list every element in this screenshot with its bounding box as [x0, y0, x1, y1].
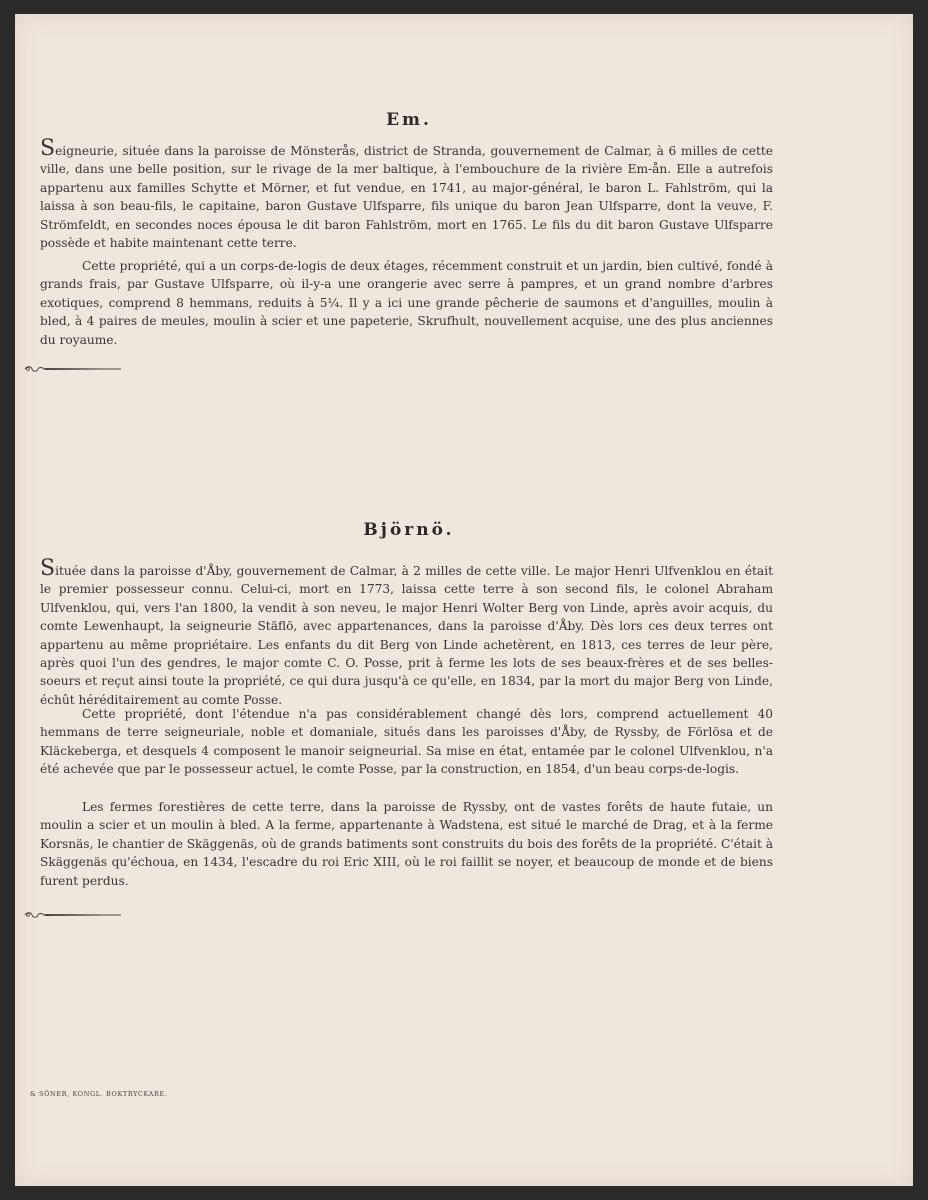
section-em-paragraph-2: Cette propriété, qui a un corps-de-logis de deux étages, récemment construit et un jardin, bien cultivé, fondé à grands frais, par Gustave Ulfsparre, où il-y-a une orangerie avec serre à pampres, et un grand nombre d'arbres exotiques, comprend 8 hemmans, reduits à 5¼. Il y a ici une grande pêcherie de saumons et d'anguilles, moulin à bled, à 4 paires de meules, moulin à scier et une papeterie, Skrufhult, nouvellement acquise, une des plus anciennes du royaume.	[40, 259, 773, 347]
section-bjorno-paragraph-1	[40, 556, 773, 709]
section-bjorno-paragraph-3: Les fermes forestières de cette terre, dans la paroisse de Ryssby, ont de vastes forêts de haute futaie, un moulin a scier et un moulin à bled. A la ferme, appartenante à Wadstena, est situé le marché de Drag, et à la ferme Korsnäs, le chantier de Skäggenäs, où de grands batiments sont construits du bois des forêts de la propriété. C'était à Skäggenäs qu'échoua, en 1434, l'escadre du roi Eric XIII, où le roi faillit se noyer, et beaucoup de monde et de biens furent perdus.	[40, 800, 773, 888]
drop-cap: S	[40, 556, 56, 581]
pen-flourish-icon	[23, 365, 123, 373]
drop-cap: S	[40, 136, 56, 161]
section-bjorno-paragraph-2: Cette propriété, dont l'étendue n'a pas considérablement changé dès lors, comprend actuellement 40 hemmans de terre seigneuriale, noble et domaniale, situés dans les paroisses d'Åby, de Ryssby, de Förlösa et de Kläckeberga, et desquels 4 composent le manoir seigneurial. Sa mise en état, entamée par le colonel Ulfvenklou, n'a été achevée que par le possesseur actuel, le comte Posse, par la construction, en 1854, d'un beau corps-de-logis.	[40, 707, 773, 777]
section-title-em: Em.	[386, 110, 432, 130]
paragraph-text: ituée dans la paroisse d'Åby, gouvernement de Calmar, à 2 milles de cette ville. Le major Henri Ulfvenklou en était le premier possesseur connu. Celui-ci, mort en 1773, laissa cette terre à son second fils, le colonel Abraham Ulfvenklou, qui, vers l'an 1800, la vendit à son neveu, le major Henri Wolter Berg von Linde, après avoir acquis, du comte Lewenhaupt, la seigneurie Stäflö, avec appartenances, dans la paroisse d'Åby. Dès lors ces deux terres ont appartenu au même propriétaire. Les enfants du dit Berg von Linde achetèrent, en 1813, ces terres de leur père, après quoi l'un des gendres, le major comte C. O. Posse, prit à ferme les lots de ses beaux-frères et de ses belles-soeurs et reçut ainsi toute la propriété, ce qui dura jusqu'à ce qu'elle, en 1834, par la mort du major Berg von Linde, échût héréditairement au comte Posse.	[40, 564, 773, 707]
document-page	[15, 14, 913, 1186]
printer-imprint: & SÖNER, KONGL. BOKTRYCKARE.	[30, 1090, 168, 1098]
pen-flourish-icon	[23, 911, 123, 919]
paragraph-text: eigneurie, située dans la paroisse de Mönsterås, district de Stranda, gouvernement de Calmar, à 6 milles de cette ville, dans une belle position, sur le rivage de la mer baltique, à l'embouchure de la rivière Em-ån. Elle a autrefois appartenu aux familles Schytte et Mörner, et fut vendue, en 1741, au major-général, le baron L. Fahlström, qui la laissa à son beau-fils, le capitaine, baron Gustave Ulfsparre, fils unique du baron Jean Ulfsparre, dont la veuve, F. Strömfeldt, en secondes noces épousa le dit baron Fahlström, mort en 1765. Le fils du dit baron Gustave Ulfsparre possède et habite maintenant cette terre.	[40, 144, 773, 251]
section-em-paragraph-1	[40, 136, 773, 252]
section-title-bjorno: Björnö.	[363, 520, 455, 540]
